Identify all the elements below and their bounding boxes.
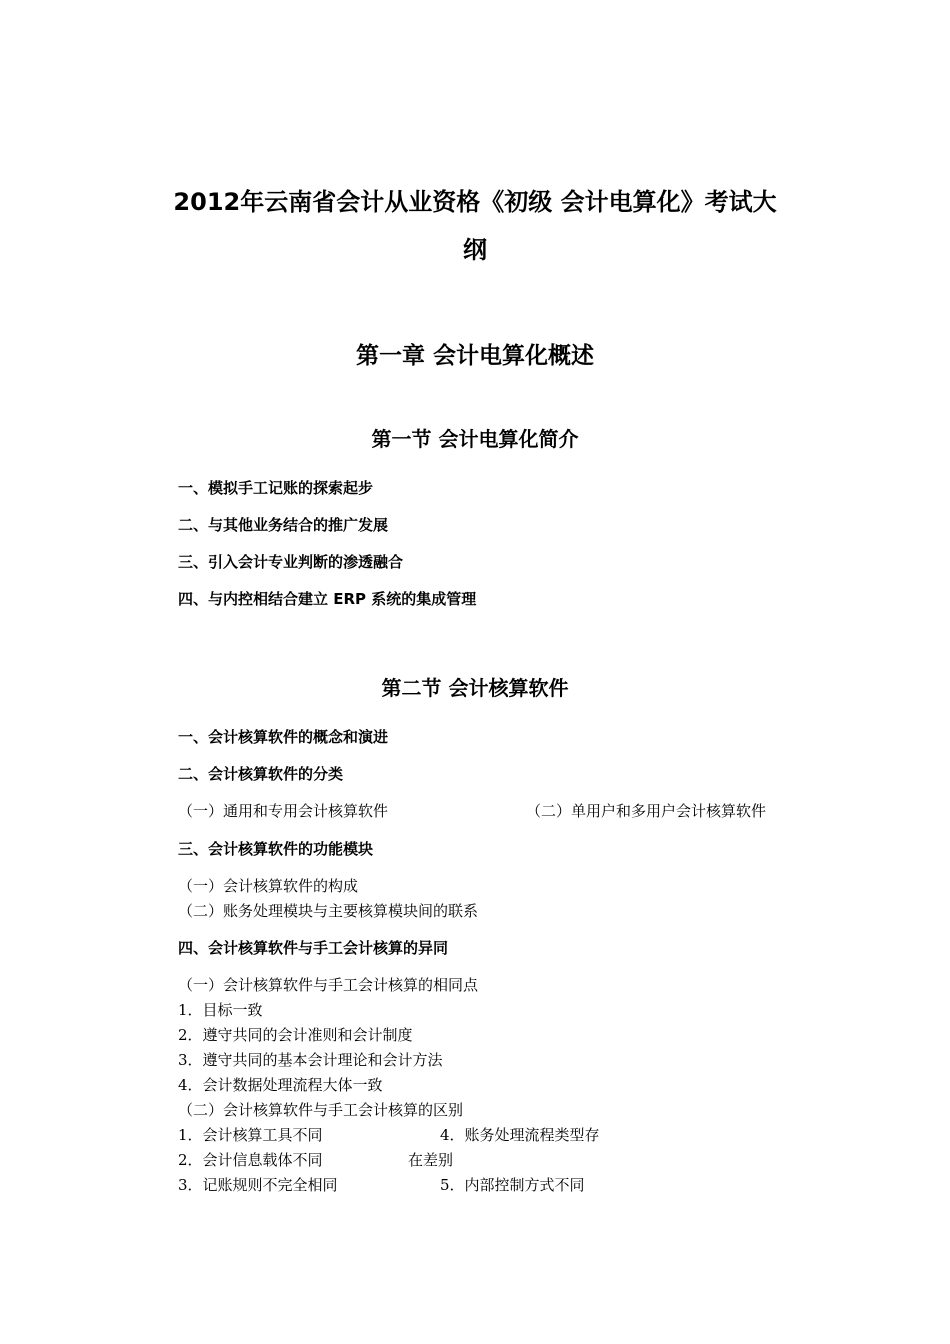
section1-item-3: 三、引入会计专业判断的渗透融合 bbox=[178, 553, 404, 571]
sub1-point-1: 1．目标一致 bbox=[178, 1001, 263, 1019]
chapter-title: 第一章 会计电算化概述 bbox=[355, 343, 594, 369]
section-title-1: 第一节 会计电算化简介 bbox=[371, 427, 579, 451]
section-title-2: 第二节 会计核算软件 bbox=[381, 676, 569, 700]
section2-item-1: 一、会计核算软件的概念和演进 bbox=[178, 728, 389, 746]
section2-item-4-sub-2: （二）会计核算软件与手工会计核算的区别 bbox=[178, 1101, 464, 1119]
section1-item-4: 四、与内控相结合建立 ERP 系统的集成管理 bbox=[178, 590, 477, 608]
sub2-left-1: 1．会计核算工具不同 bbox=[178, 1126, 323, 1144]
section1-item-2: 二、与其他业务结合的推广发展 bbox=[178, 516, 389, 534]
sub2-left-2: 2．会计信息载体不同 bbox=[178, 1151, 323, 1169]
document-title-line2: 纲 bbox=[463, 236, 487, 264]
sub2-left-3: 3．记账规则不完全相同 bbox=[178, 1176, 338, 1194]
section2-item-3-sub-2: （二）账务处理模块与主要核算模块间的联系 bbox=[178, 902, 479, 920]
sub2-right-2: 在差别 bbox=[408, 1151, 454, 1169]
section2-item-2: 二、会计核算软件的分类 bbox=[178, 765, 344, 783]
section2-item-4-sub-1: （一）会计核算软件与手工会计核算的相同点 bbox=[178, 976, 479, 994]
sub2-right-3: 5．内部控制方式不同 bbox=[440, 1176, 585, 1194]
section2-item-2-sub-right: （二）单用户和多用户会计核算软件 bbox=[526, 802, 767, 820]
section2-item-2-sub-left: （一）通用和专用会计核算软件 bbox=[178, 802, 389, 820]
sub1-point-4: 4．会计数据处理流程大体一致 bbox=[178, 1076, 383, 1094]
section2-item-3-sub-1: （一）会计核算软件的构成 bbox=[178, 877, 359, 895]
section2-item-3: 三、会计核算软件的功能模块 bbox=[178, 840, 374, 858]
sub1-point-3: 3．遵守共同的基本会计理论和会计方法 bbox=[178, 1051, 443, 1069]
sub2-right-1: 4．账务处理流程类型存 bbox=[440, 1126, 600, 1144]
sub1-point-2: 2．遵守共同的会计准则和会计制度 bbox=[178, 1026, 413, 1044]
section1-item-1: 一、模拟手工记账的探索起步 bbox=[178, 479, 374, 497]
section2-item-4: 四、会计核算软件与手工会计核算的异同 bbox=[178, 939, 449, 957]
document-title-line1: 2012年云南省会计从业资格《初级 会计电算化》考试大 bbox=[173, 188, 777, 216]
